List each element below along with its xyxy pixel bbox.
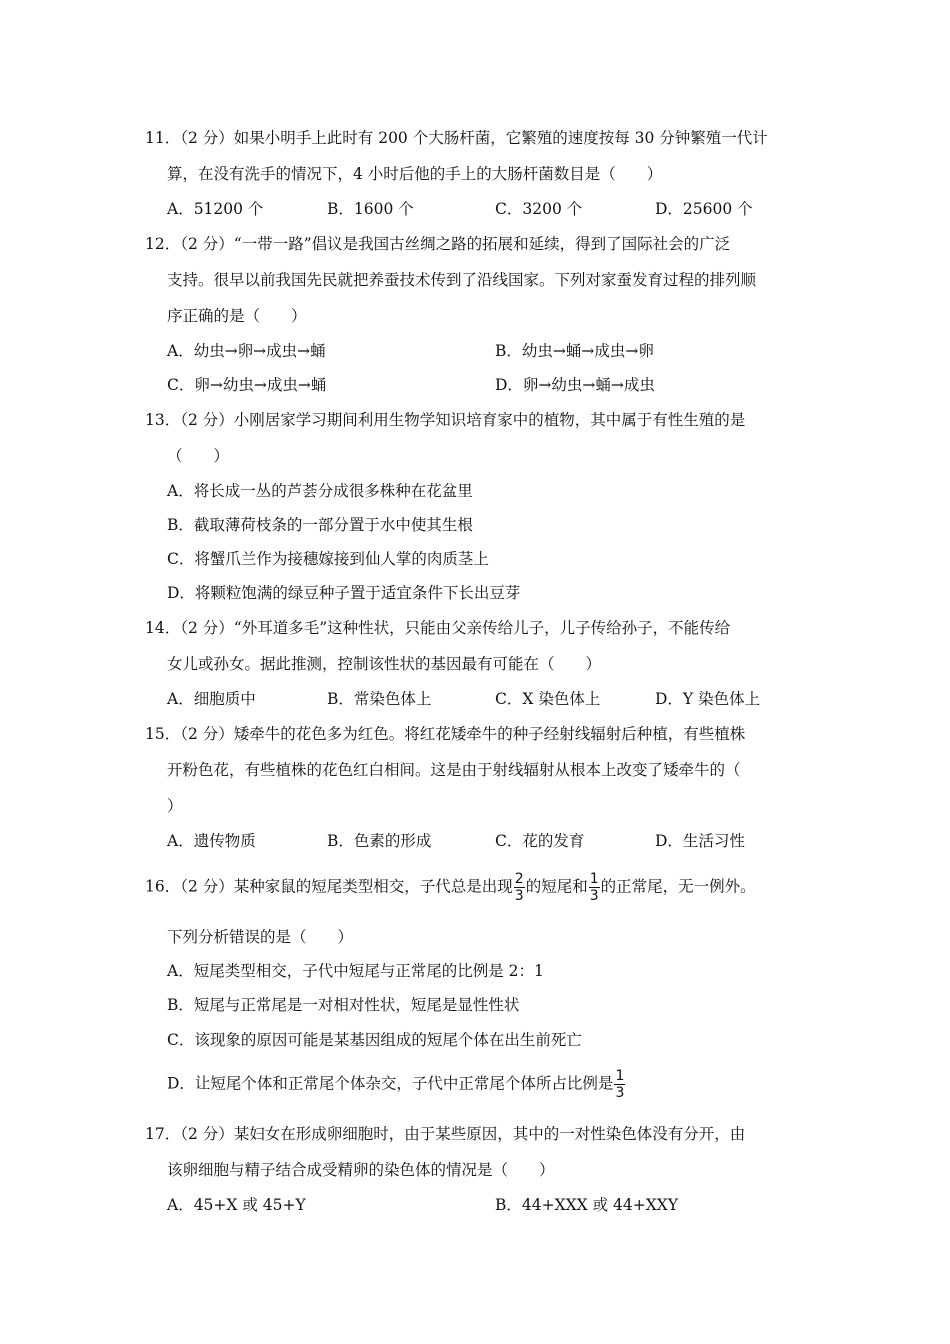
q11-number: 11． — [145, 129, 181, 147]
q13-option-a: A．将长成一丛的芦荟分成很多株种在花盆里 — [167, 482, 473, 500]
q11-stem-line-1 — [145, 128, 768, 148]
q13-score: （2 分） — [180, 411, 234, 429]
q16-fraction-1-numerator: 2 — [514, 871, 524, 887]
q13-option-b: B．截取薄荷枝条的一部分置于水中使其生根 — [167, 516, 473, 534]
q17-option-a: A．45+X 或 45+Y — [167, 1196, 306, 1214]
q11-option-c: C．3200 个 — [495, 200, 583, 218]
q15-stem-text-1: 矮牵牛的花色多为红色。将红花矮牵牛的种子经射线辐射后种植，有些植株 — [233, 725, 746, 743]
q16-stem-line-2: 下列分析错误的是（ ） — [167, 928, 354, 946]
q11-stem-line-2: 算，在没有洗手的情况下，4 小时后他的手上的大肠杆菌数目是（ ） — [167, 165, 663, 183]
q16-option-b: B．短尾与正常尾是一对相对性状，短尾是显性性状 — [167, 996, 520, 1014]
q13-option-c: C．将蟹爪兰作为接穗嫁接到仙人掌的肉质茎上 — [167, 550, 489, 568]
q14-stem-line-1 — [145, 618, 730, 638]
q13-number: 13． — [145, 411, 181, 429]
q16-stem-text-a: 某种家鼠的短尾类型相交，子代总是出现 — [233, 877, 513, 896]
q13-stem-text-1: 小刚居家学习期间利用生物学知识培育家中的植物，其中属于有性生殖的是 — [233, 411, 746, 429]
q12-option-a: A．幼虫→卵→成虫→蛹 — [167, 342, 326, 360]
q16-option-d — [167, 1069, 626, 1100]
q11-option-b: B．1600 个 — [327, 200, 414, 218]
q14-number: 14． — [145, 619, 181, 637]
q15-option-b: B．色素的形成 — [327, 832, 432, 850]
q16-fraction-1-denominator: 3 — [514, 888, 524, 904]
q15-stem-line-3: ） — [167, 797, 183, 815]
q17-score: （2 分） — [180, 1125, 234, 1143]
q12-option-c: C．卵→幼虫→成虫→蛹 — [167, 376, 327, 394]
q16-stem-text-b: 的短尾和 — [525, 877, 588, 896]
q13-stem-line-2: （ ） — [167, 447, 230, 465]
q11-option-a: A．51200 个 — [167, 200, 264, 218]
q15-score: （2 分） — [180, 725, 234, 743]
q14-option-b: B．常染色体上 — [327, 690, 432, 708]
q17-number: 17． — [145, 1125, 181, 1143]
q16-option-d-text: D．让短尾个体和正常尾个体杂交，子代中正常尾个体所占比例是 — [167, 1074, 614, 1093]
q16-fraction-2-denominator: 3 — [589, 888, 599, 904]
q17-stem-text-1: 某妇女在形成卵细胞时，由于某些原因，其中的一对性染色体没有分开，由 — [233, 1125, 746, 1143]
q12-stem-text-1: “一带一路”倡议是我国古丝绸之路的拓展和延续，得到了国际社会的广泛 — [233, 235, 731, 253]
q14-stem-text-1: “外耳道多毛”这种性状，只能由父亲传给儿子，儿子传给孙子，不能传给 — [233, 619, 731, 637]
q16-option-c: C．该现象的原因可能是某基因组成的短尾个体在出生前死亡 — [167, 1031, 582, 1049]
q14-score: （2 分） — [180, 619, 234, 637]
q16-option-d-numerator: 1 — [615, 1068, 625, 1084]
q17-stem-line-2: 该卵细胞与精子结合成受精卵的染色体的情况是（ ） — [167, 1161, 555, 1179]
q15-option-a: A．遗传物质 — [167, 832, 256, 850]
q15-stem-line-2: 开粉色花，有些植株的花色红白相间。这是由于射线辐射从根本上改变了矮牵牛的（ — [167, 761, 741, 779]
q16-number: 16． — [145, 877, 181, 896]
q14-option-a: A．细胞质中 — [167, 690, 256, 708]
q16-option-d-fraction — [614, 1069, 625, 1100]
q16-fraction-2-numerator: 1 — [589, 871, 599, 887]
q12-number: 12． — [145, 235, 181, 253]
q12-score: （2 分） — [180, 235, 234, 253]
q11-option-d: D．25600 个 — [655, 200, 753, 218]
q12-stem-line-1 — [145, 234, 730, 254]
q12-stem-line-3: 序正确的是（ ） — [167, 307, 307, 325]
q16-option-a: A．短尾类型相交，子代中短尾与正常尾的比例是 2：1 — [167, 962, 544, 980]
q15-number: 15． — [145, 725, 181, 743]
q15-stem-line-1 — [145, 724, 745, 744]
q16-score: （2 分） — [180, 877, 234, 896]
q14-option-d: D．Y 染色体上 — [655, 690, 761, 708]
q12-option-d: D．卵→幼虫→蛹→成虫 — [495, 376, 655, 394]
q17-stem-line-1 — [145, 1124, 745, 1144]
q14-option-c: C．X 染色体上 — [495, 690, 601, 708]
q17-option-b: B．44+XXX 或 44+XXY — [495, 1196, 679, 1214]
q15-option-c: C．花的发育 — [495, 832, 585, 850]
q11-stem-text-1: 如果小明手上此时有 200 个大肠杆菌，它繁殖的速度按每 30 分钟繁殖一代计 — [233, 129, 768, 147]
q16-fraction-two-thirds — [514, 872, 525, 903]
q13-option-d: D．将颗粒饱满的绿豆种子置于适宜条件下长出豆芽 — [167, 584, 521, 602]
q16-stem-line-1 — [145, 872, 756, 903]
q16-option-d-denominator: 3 — [615, 1085, 625, 1101]
q12-stem-line-2: 支持。很早以前我国先民就把养蚕技术传到了沿线国家。下列对家蚕发育过程的排列顺 — [167, 271, 757, 289]
q12-option-b: B．幼虫→蛹→成虫→卵 — [495, 342, 654, 360]
q13-stem-line-1 — [145, 410, 745, 430]
q16-stem-text-c: 的正常尾，无一例外。 — [600, 877, 756, 896]
q11-score: （2 分） — [180, 129, 234, 147]
q15-option-d: D．生活习性 — [655, 832, 745, 850]
q16-fraction-one-third — [589, 872, 600, 903]
q14-stem-line-2: 女儿或孙女。据此推测，控制该性状的基因最有可能在（ ） — [167, 655, 602, 673]
